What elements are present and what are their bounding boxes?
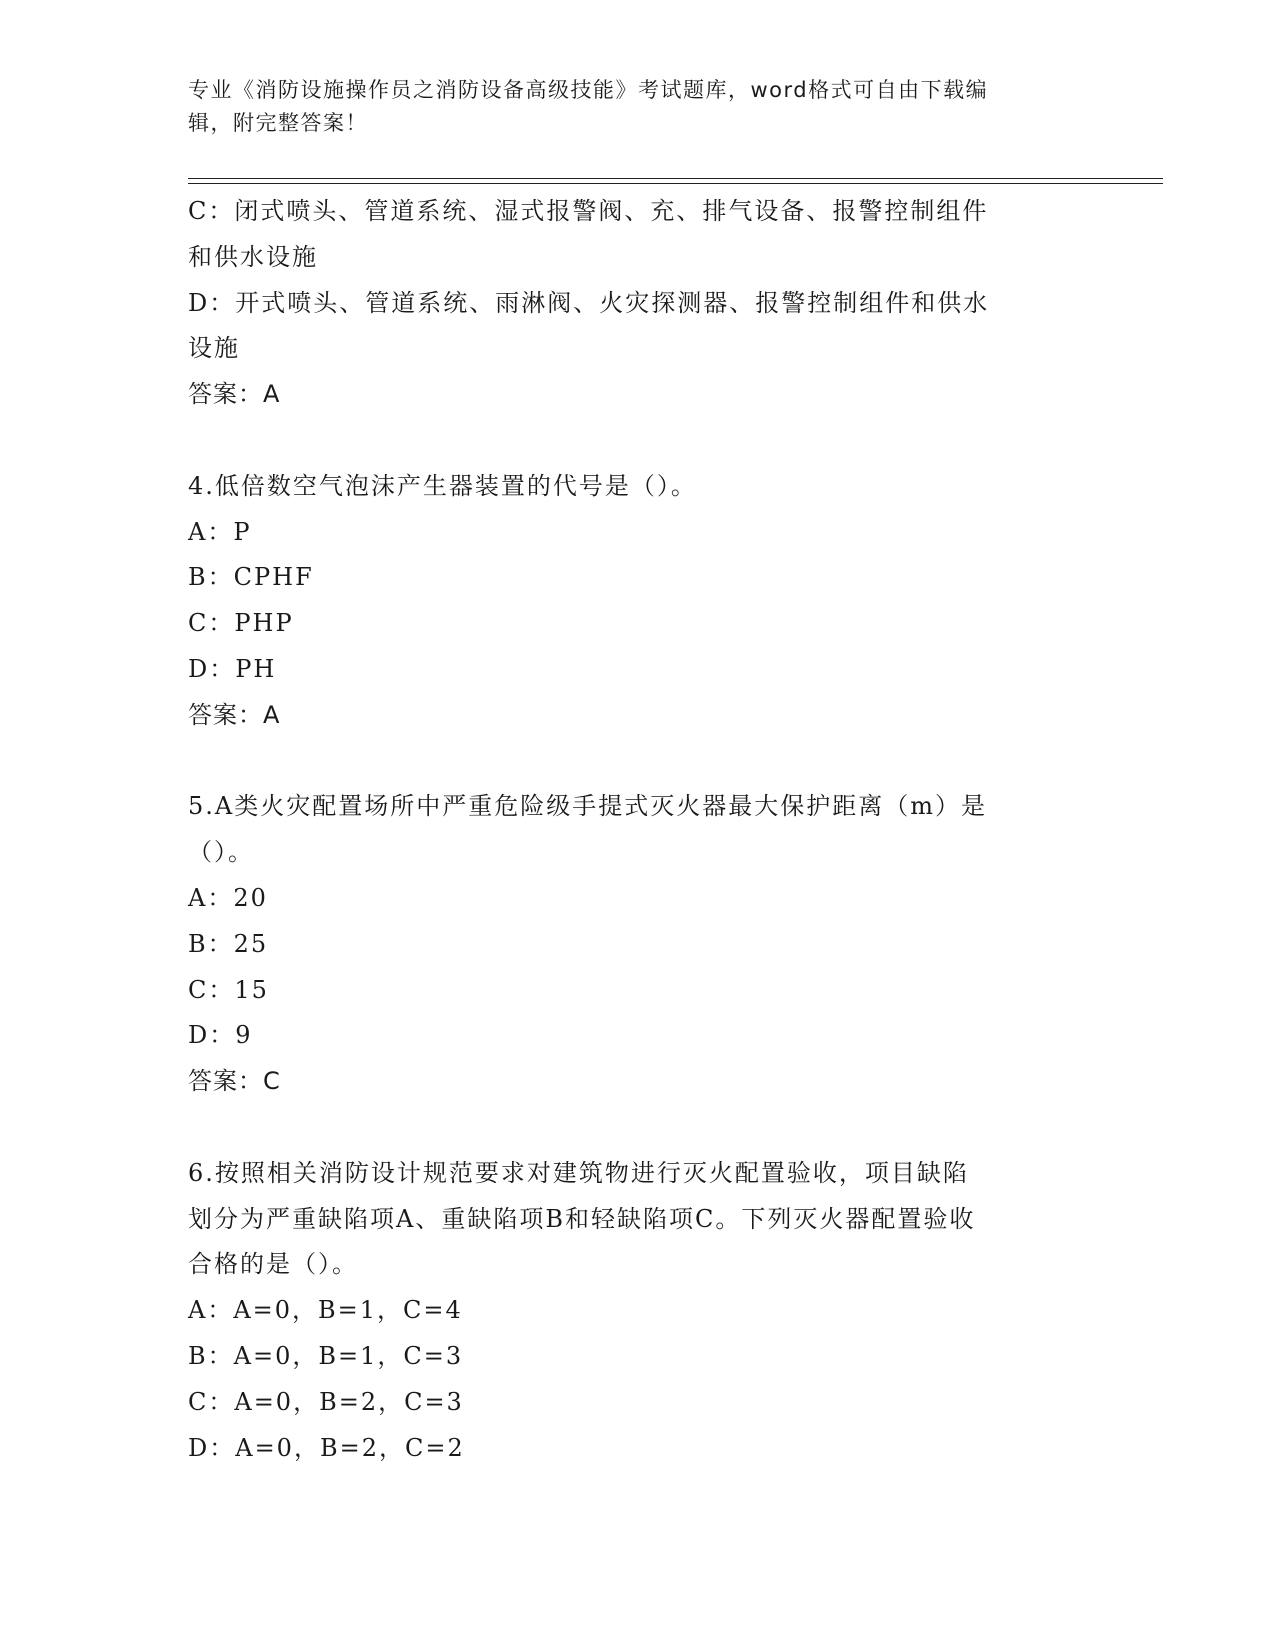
header-line-2: 辑，附完整答案！ xyxy=(188,111,368,135)
q5-question-line-1: 5.A类火灾配置场所中严重危险级手提式灭火器最大保护距离（m）是 xyxy=(188,792,987,821)
document-header xyxy=(188,74,1068,140)
q6-question-line-2: 划分为严重缺陷项A、重缺陷项B和轻缺陷项C。下列灭火器配置验收 xyxy=(188,1204,976,1233)
header-divider-bottom xyxy=(188,183,1163,184)
header-divider-top xyxy=(188,178,1163,179)
spacer xyxy=(188,739,1078,785)
q4-option-c: C：PHP xyxy=(188,609,294,638)
q4-option-a: A：P xyxy=(188,517,252,546)
question-3-block xyxy=(188,189,1078,418)
q5-option-d: D：9 xyxy=(188,1021,253,1050)
q3-option-c-line-1: C：闭式喷头、管道系统、湿式报警阀、充、排气设备、报警控制组件 xyxy=(188,197,989,225)
q6-option-d: D：A=0，B=2，C=2 xyxy=(188,1433,465,1462)
q4-answer: 答案：A xyxy=(188,700,281,729)
question-6-block xyxy=(188,1151,1078,1472)
q5-answer: 答案：C xyxy=(188,1067,281,1096)
q6-question-line-3: 合格的是（）。 xyxy=(188,1250,358,1279)
question-4-block xyxy=(188,464,1078,739)
q3-option-d-line-2: 设施 xyxy=(188,334,240,363)
q6-question-line-1: 6.按照相关消防设计规范要求对建筑物进行灭火配置验收，项目缺陷 xyxy=(188,1158,969,1187)
q3-option-c-line-2: 和供水设施 xyxy=(188,242,318,271)
q6-option-c: C：A=0，B=2，C=3 xyxy=(188,1387,464,1416)
q4-question: 4.低倍数空气泡沫产生器装置的代号是（）。 xyxy=(188,471,697,500)
header-line-1: 专业《消防设施操作员之消防设备高级技能》考试题库，word格式可自由下载编 xyxy=(188,78,989,102)
q5-option-b: B：25 xyxy=(188,929,269,958)
q4-option-d: D：PH xyxy=(188,654,277,683)
q6-option-a: A：A=0，B=1，C=4 xyxy=(188,1296,463,1325)
document-body xyxy=(188,189,1078,1471)
question-5-block xyxy=(188,784,1078,1105)
q4-option-b: B：CPHF xyxy=(188,563,314,592)
q5-option-c: C：15 xyxy=(188,975,269,1004)
q3-answer: 答案：A xyxy=(188,380,281,409)
q5-question-line-2: （）。 xyxy=(188,838,254,867)
q6-option-b: B：A=0，B=1，C=3 xyxy=(188,1341,464,1370)
q3-option-d-line-1: D：开式喷头、管道系统、雨淋阀、火灾探测器、报警控制组件和供水 xyxy=(188,288,990,317)
q5-option-a: A：20 xyxy=(188,883,268,912)
spacer xyxy=(188,418,1078,464)
spacer xyxy=(188,1105,1078,1151)
